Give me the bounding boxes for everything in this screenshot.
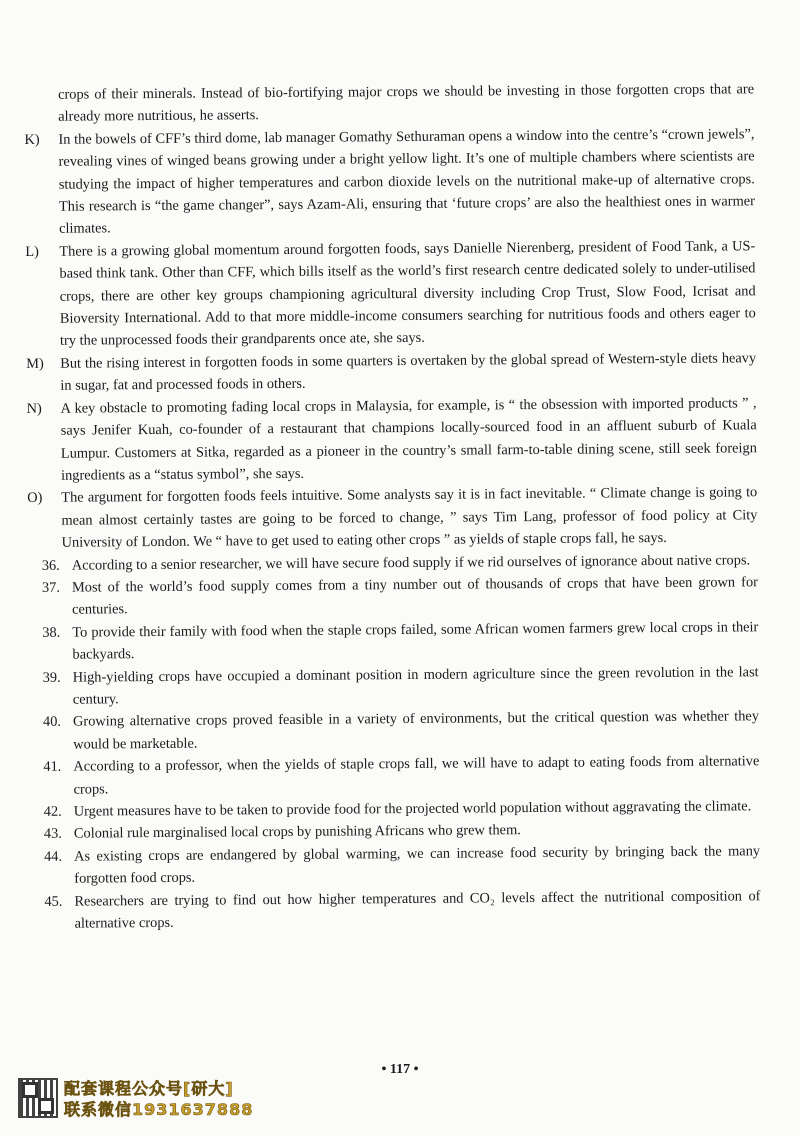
question-number: 44. bbox=[44, 848, 63, 865]
page-number: • 117 • bbox=[381, 1062, 419, 1077]
paragraph-text: crops of their minerals. Instead of bio-fortifying major crops we should be investing in those forgotten crops that are already more nutritious, he asserts. bbox=[58, 81, 755, 126]
paragraph-letter: L) bbox=[25, 243, 39, 260]
question-text: According to a senior researcher, we will have secure food supply if we rid ourselves of ignorance about native crops. bbox=[71, 551, 751, 574]
question-number: 41. bbox=[43, 758, 62, 776]
paragraph-letter: N) bbox=[26, 400, 42, 417]
question-number: 43. bbox=[43, 826, 62, 843]
question-text: Colonial rule marginalised local crops by punishing Africans who grew them. bbox=[73, 822, 521, 843]
question-text: High-yielding crops have occupied a dominant position in modern agriculture since the green revolution in the last century. bbox=[72, 663, 759, 708]
question-text: Urgent measures have to be taken to provide food for the projected world population without aggravating the climate. bbox=[73, 798, 752, 820]
question-number: 42. bbox=[43, 803, 62, 820]
question-41 bbox=[29, 750, 759, 801]
watermark-line-2: 联系微信1931637888 bbox=[64, 1100, 254, 1119]
paragraph-k bbox=[24, 123, 755, 241]
question-44 bbox=[30, 840, 760, 891]
question-text: As existing crops are endangered by global warming, we can increase food security by bringing back the many forgotten food crops. bbox=[74, 843, 761, 887]
page-content bbox=[24, 78, 761, 935]
qr-code-icon bbox=[18, 1078, 58, 1118]
question-39 bbox=[29, 661, 759, 712]
question-number: 39. bbox=[42, 669, 61, 686]
paragraph-text: In the bowels of CFF’s third dome, lab manager Gomathy Sethuraman opens a window into the centre’s “crown jewels”, revealing vines of winged beans growing under a bright yellow light. It’s one of multiple chambers where scientists are studying the impact of higher temperatures and carbon dioxide levels on the nutritional make-up of alternative crops. This research is “the game changer”, says Azam-Ali, ensuring that ‘future crops’ are also the healthiest ones in warmer climates. bbox=[58, 126, 756, 238]
question-number: 36. bbox=[41, 557, 60, 574]
paragraph-text: There is a growing global momentum around forgotten foods, says Danielle Nierenberg, president of Food Tank, a US-based think tank. Other than CFF, which bills itself as the world’s first research centre dedicated solely to under-utilised crops, there are other key groups championing agricultural diversity including Crop Trust, Slow Food, Icrisat and Bioversity International. Add to that more middle-income consumers searching for nutritious foods and others eager to try the unprocessed foods their grandparents once ate, she says. bbox=[59, 238, 756, 350]
question-text: To provide their family with food when the staple crops failed, some African women farmers grew local crops in their backyards. bbox=[72, 619, 759, 663]
paragraph-text: But the rising interest in forgotten foods in some quarters is overtaken by the global spread of Western-style diets heavy in sugar, fat and processed foods in others. bbox=[60, 350, 757, 395]
paragraph-letter: M) bbox=[26, 355, 44, 372]
question-number: 45. bbox=[44, 893, 63, 910]
question-text: According to a professor, when the yields of staple crops fall, we will have to adapt to eating foods from alternative crops. bbox=[73, 753, 760, 798]
question-40 bbox=[29, 706, 759, 757]
question-number: 38. bbox=[42, 624, 61, 641]
paragraph-o bbox=[27, 482, 758, 555]
paragraph-n bbox=[26, 392, 757, 487]
question-38 bbox=[28, 616, 758, 667]
question-text: Most of the world’s food supply comes from a tiny number out of thousands of crops that have been grown for centuries. bbox=[71, 574, 758, 618]
question-text: Growing alternative crops proved feasible in a variety of environments, but the critical question was whether they would be marketable. bbox=[72, 708, 760, 753]
question-45 bbox=[30, 885, 760, 936]
paragraph-text: A key obstacle to promoting fading local crops in Malaysia, for example, is “ the obsession with imported products ” , says Jenifer Kuah, co-founder of a restaurant that champions locally-sourced food in an affluent suburb of Kuala Lumpur. Customers at Sitka, regarded as a pioneer in the country’s small farm-to-table dining scene, still seek foreign ingredients as a “status symbol”, she says. bbox=[60, 394, 757, 484]
paragraph-letter: O) bbox=[27, 490, 43, 507]
paragraph-letter: K) bbox=[24, 131, 40, 148]
question-text: Researchers are trying to find out how higher temperatures and CO₂ levels affect the nutritional composition of alternative crops. bbox=[74, 887, 761, 932]
paragraph-l bbox=[25, 235, 756, 353]
watermark-line-1: 配套课程公众号[研大] bbox=[64, 1079, 234, 1098]
question-37 bbox=[28, 571, 758, 622]
paragraph-continuation bbox=[24, 78, 754, 129]
question-number: 40. bbox=[42, 714, 62, 731]
paragraph-text: The argument for forgotten foods feels intuitive. Some analysts say it is in fact inevitable. “ Climate change is going to mean almost certainly tastes are going to be forced to change, ” says Tim Lang, professor of food policy at City University of London. We “ have to get used to eating other crops ” as yields of staple crops fall, he says. bbox=[61, 484, 758, 551]
paragraph-m bbox=[26, 347, 756, 398]
question-number: 37. bbox=[41, 579, 61, 596]
